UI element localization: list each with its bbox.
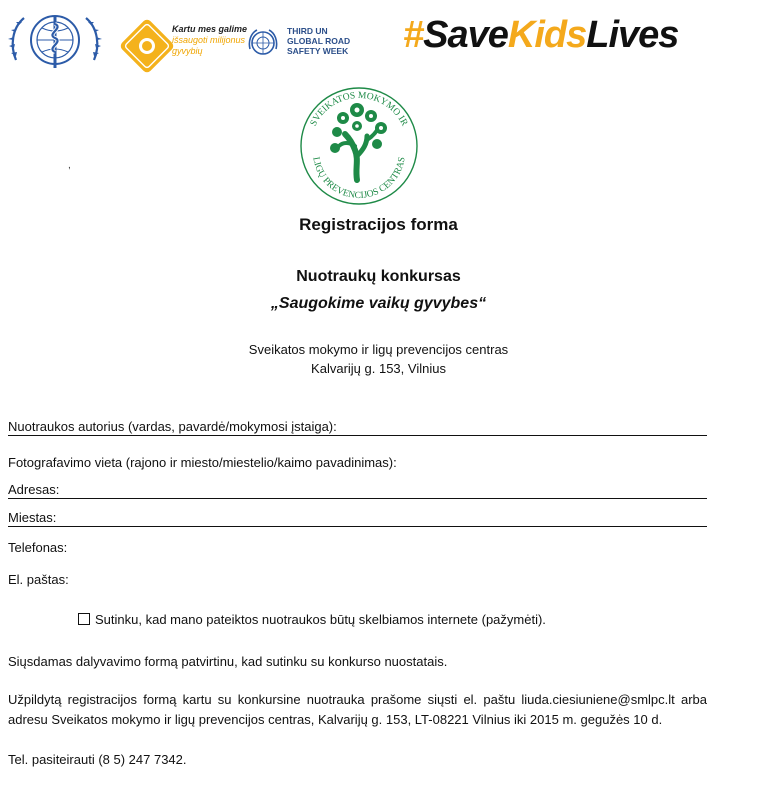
- photo-location-field-label: Fotografavimo vieta (rajono ir miesto/miestelio/kaimo pavadinimas):: [8, 455, 397, 470]
- decade-slogan-line: gyvybių: [172, 46, 203, 56]
- savekidslives-hashtag: [403, 14, 678, 57]
- phone-field-label: Telefonas:: [8, 540, 68, 555]
- hashtag-symbol: #: [403, 14, 424, 56]
- decade-slogan-line: Kartu mes galime: [172, 24, 248, 34]
- email-field-label: El. paštas:: [8, 572, 69, 587]
- author-field[interactable]: [8, 419, 707, 436]
- author-field-label: Nuotraukos autorius (vardas, pavardė/mokymosi įstaiga):: [8, 419, 337, 434]
- emblem-ring-bottom-path: LIGŲ PREVENCIJOS CENTRAS: [310, 156, 408, 202]
- contest-slogan: „Saugokime vaikų gyvybes“: [270, 295, 487, 312]
- consent-row: [78, 612, 546, 627]
- tree-icon: [330, 103, 387, 180]
- photo-location-field[interactable]: [8, 455, 707, 471]
- road-safety-decade-logo-icon: [116, 16, 178, 76]
- un-road-safety-week-text: [287, 26, 357, 56]
- address-field[interactable]: [8, 482, 707, 499]
- organizer-address: Kalvarijų g. 153, Vilnius: [311, 361, 446, 376]
- decade-slogan-line: išsaugoti milijonus: [172, 35, 246, 45]
- organizer-name: Sveikatos mokymo ir ligų prevencijos centras: [248, 342, 509, 357]
- consent-label: Sutinku, kad mano pateiktos nuotraukos būtų skelbiamos internete (pažymėti).: [95, 612, 546, 627]
- road-safety-decade-slogan: [172, 24, 252, 57]
- smlpc-emblem: [297, 80, 421, 210]
- city-field-label: Miestas:: [8, 510, 57, 525]
- un-emblem-icon: [247, 27, 279, 59]
- who-logo-icon: [8, 10, 102, 72]
- contact-phone: Tel. pasiteirauti (8 5) 247 7342.: [8, 752, 187, 767]
- hashtag-word-kids: Kids: [507, 14, 587, 56]
- un-text-line: THIRD UN: [287, 26, 328, 36]
- hashtag-word-lives: Lives: [586, 14, 679, 56]
- un-text-line: SAFETY WEEK: [287, 46, 349, 56]
- confirmation-text: Siųsdamas dalyvavimo formą patvirtinu, kad sutinku su konkurso nuostatais.: [8, 654, 448, 669]
- emblem-ring-top-path: SVEIKATOS MOKYMO IR: [308, 90, 410, 128]
- contest-name: Nuotraukų konkursas: [296, 268, 461, 285]
- email-field[interactable]: [8, 572, 707, 588]
- city-field[interactable]: [8, 510, 707, 527]
- consent-checkbox[interactable]: [78, 613, 90, 625]
- hashtag-word-save: Save: [423, 14, 508, 56]
- submission-instructions: Užpildytą registracijos formą kartu su konkursine nuotrauka prašome siųsti el. paštu liuda.ciesiuniene@smlpc.lt arba adresu Sveikatos mokymo ir ligų prevencijos centras, Kalvarijų g. 153, LT-08221 Vilnius iki 2015 m. gegužės 10 d.: [8, 692, 707, 727]
- un-text-line: GLOBAL ROAD: [287, 36, 351, 46]
- stray-mark: ,: [68, 160, 71, 171]
- form-title: Registracijos forma: [299, 215, 458, 234]
- address-field-label: Adresas:: [8, 482, 60, 497]
- phone-field[interactable]: [8, 540, 707, 556]
